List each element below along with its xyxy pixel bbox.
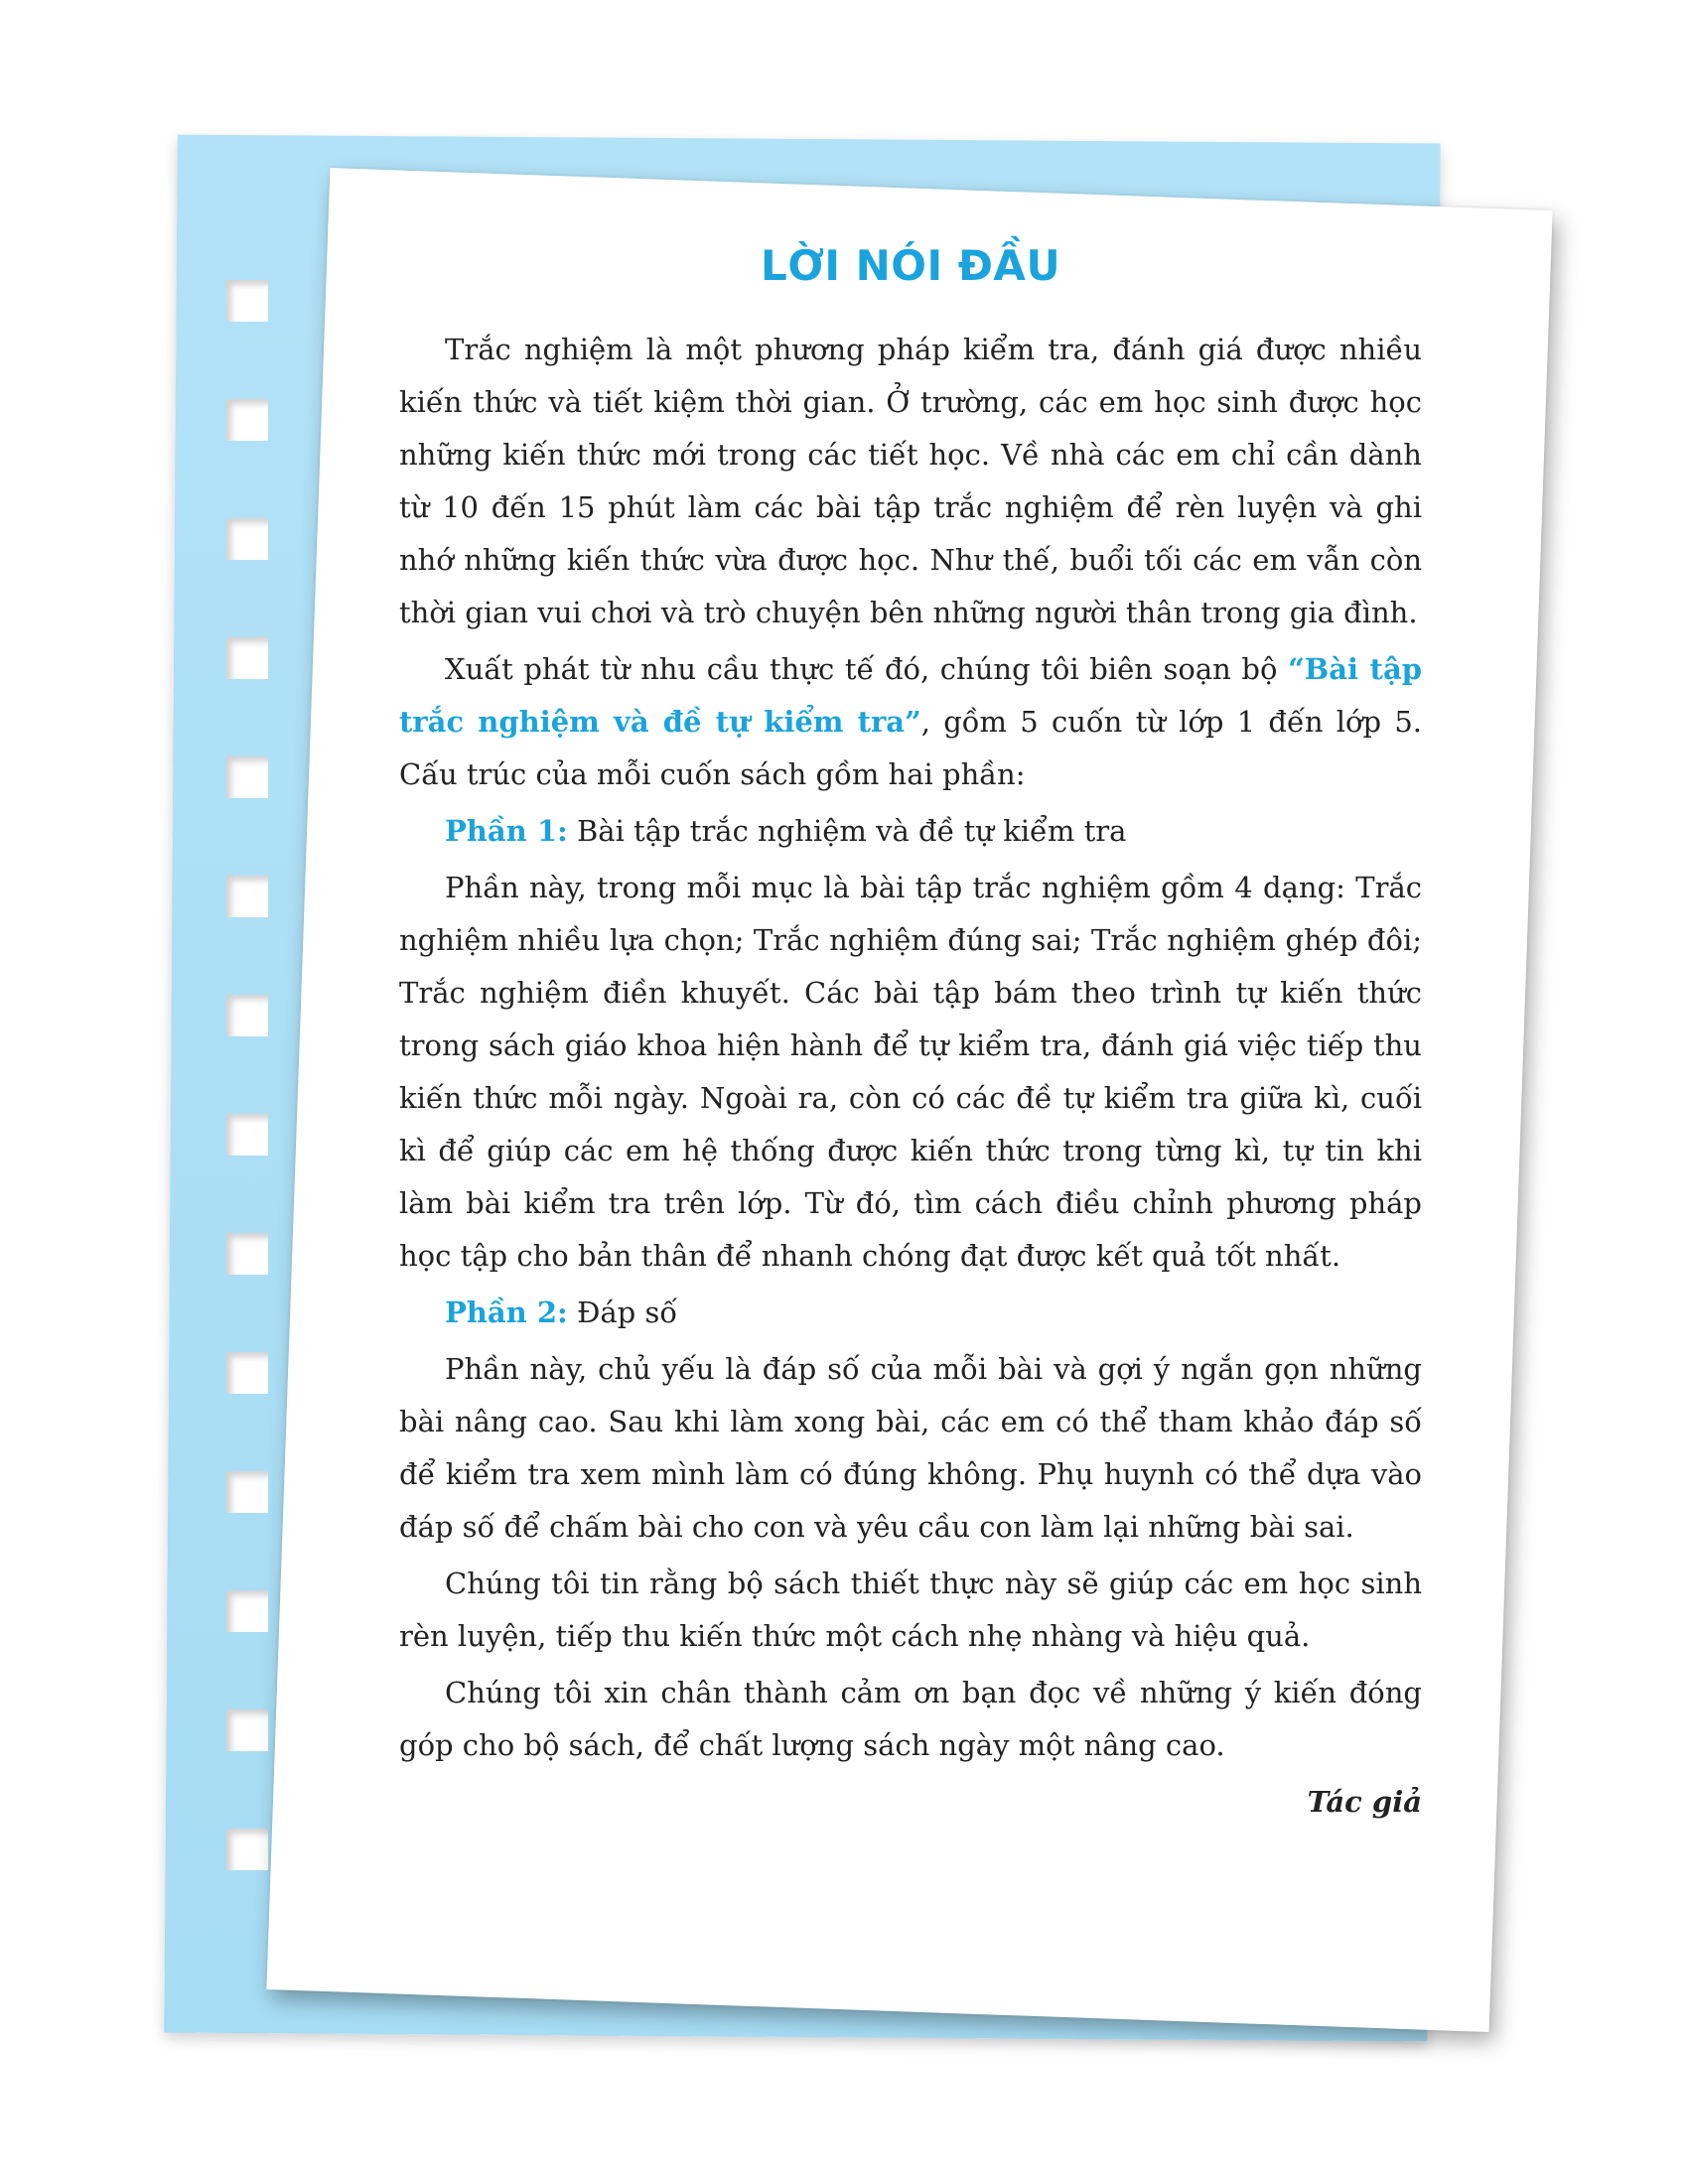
paragraph-series-after: , gồm 5 cuốn từ lớp 1 đến lớp 5. Cấu trúc của mỗi cuốn sách gồm hai phần: [399,705,1422,791]
preface-content [399,230,1422,1829]
paragraph-thanks: Chúng tôi xin chân thành cảm ơn bạn đọc về những ý kiến đóng góp cho bộ sách, để chất lượng sách ngày một nâng cao. [399,1676,1422,1762]
binder-hole [226,1233,268,1275]
binder-hole [226,399,268,441]
binder-hole [226,1709,268,1751]
paragraph-series [399,643,1422,801]
binder-hole [226,637,268,679]
author-signature: Tác giả [1307,1785,1422,1819]
binder-hole [226,1114,268,1156]
binder-hole [226,280,268,322]
part-2-text: Đáp số [567,1296,678,1329]
paragraph-series-before: Xuất phát từ nhu cầu thực tế đó, chúng tôi biên soạn bộ [445,652,1289,686]
part-1-text: Bài tập trắc nghiệm và đề tự kiểm tra [567,814,1127,848]
part-2-heading [445,1287,1422,1339]
binder-hole [226,1829,268,1870]
part-2-label: Phần 2: [445,1296,568,1329]
part-1-label: Phần 1: [445,814,568,848]
page-title: LỜI NÓI ĐẦU [760,241,1061,290]
binder-hole [226,995,268,1036]
binder-hole [226,1590,268,1632]
paragraph-part-2-description: Phần này, chủ yếu là đáp số của mỗi bài và gợi ý ngắn gọn những bài nâng cao. Sau khi làm xong bài, các em có thể tham khảo đáp số để kiểm tra xem mình làm có đúng không. Phụ huynh có thể dựa vào đáp số để chấm bài cho con và yêu cầu con làm lại những bài sai. [399,1352,1422,1544]
binder-hole [226,756,268,798]
paragraph-belief: Chúng tôi tin rằng bộ sách thiết thực này sẽ giúp các em học sinh rèn luyện, tiếp thu kiến thức một cách nhẹ nhàng và hiệu quả. [399,1567,1422,1653]
paragraph-intro: Trắc nghiệm là một phương pháp kiểm tra, đánh giá được nhiều kiến thức và tiết kiệm thời gian. Ở trường, các em học sinh được học những kiến thức mới trong các tiết học. Về nhà các em chỉ cần dành từ 10 đến 15 phút làm các bài tập trắc nghiệm để rèn luyện và ghi nhớ những kiến thức vừa được học. Như thế, buổi tối các em vẫn còn thời gian vui chơi và trò chuyện bên những người thân trong gia đình. [399,333,1422,629]
paragraph-part-1-description: Phần này, trong mỗi mục là bài tập trắc nghiệm gồm 4 dạng: Trắc nghiệm nhiều lựa chọn; Trắc nghiệm đúng sai; Trắc nghiệm ghép đôi; Trắc nghiệm điền khuyết. Các bài tập bám theo trình tự kiến thức trong sách giáo khoa hiện hành để tự kiểm tra, đánh giá việc tiếp thu kiến thức mỗi ngày. Ngoài ra, còn có các đề tự kiểm tra giữa kì, cuối kì để giúp các em hệ thống được kiến thức trong từng kì, tự tin khi làm bài kiểm tra trên lớp. Từ đó, tìm cách điều chỉnh phương pháp học tập cho bản thân để nhanh chóng đạt được kết quả tốt nhất. [399,871,1422,1273]
part-1-heading [445,805,1422,858]
binder-hole [226,518,268,560]
binder-hole [226,876,268,917]
series-title-highlight: “Bài tập trắc nghiệm và đề tự kiểm tra” [399,652,1423,739]
binder-hole [226,1352,268,1394]
binder-hole [226,1471,268,1513]
